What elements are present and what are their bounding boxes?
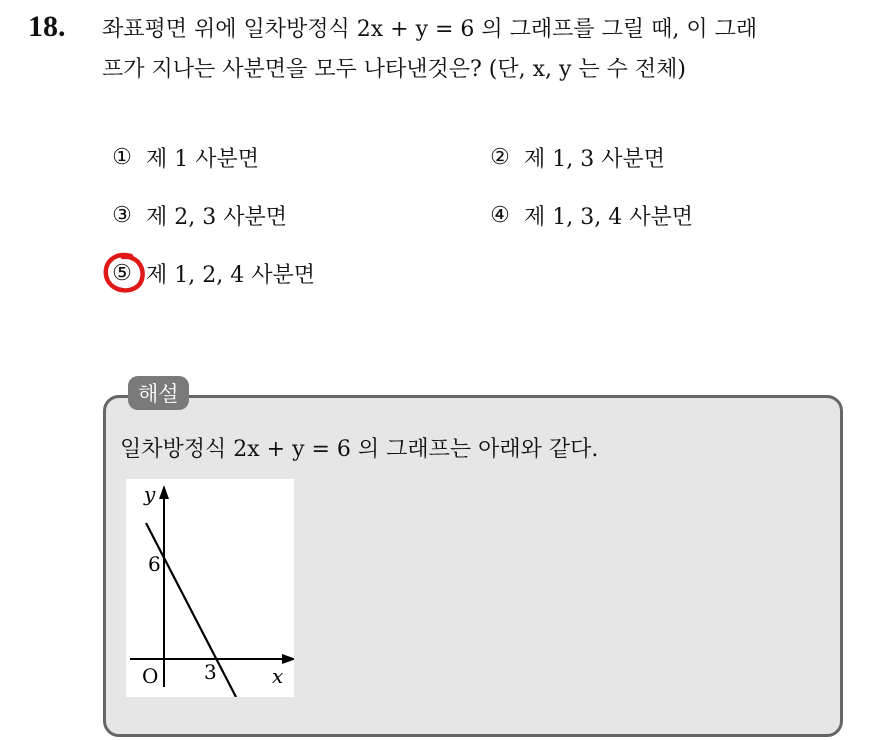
line-graph [126, 479, 294, 697]
choice-5[interactable] [110, 258, 315, 289]
choice-3-mark: ③ [112, 203, 132, 228]
choice-4-text: 제 1, 3, 4 사분면 [524, 205, 693, 230]
choice-1-mark: ① [112, 145, 132, 170]
choice-3[interactable] [110, 200, 287, 231]
choice-1[interactable] [110, 142, 259, 173]
choice-5-text: 제 1, 2, 4 사분면 [146, 263, 315, 288]
question-number: 18. [28, 10, 66, 43]
origin-label: O [142, 664, 159, 688]
x-intercept-label: 3 [204, 660, 217, 684]
choice-4[interactable] [488, 200, 693, 231]
question-text-line-1: 좌표평면 위에 일차방정식 2x + y = 6 의 그래프를 그릴 때, 이 그래 [102, 17, 758, 42]
choice-2-mark: ② [490, 145, 510, 170]
y-intercept-label: 6 [148, 552, 161, 576]
y-axis-label: y [144, 482, 156, 506]
choice-5-mark: ⑤ [112, 261, 132, 286]
solution-tag: 해설 [128, 376, 189, 410]
x-axis-label: x [272, 664, 284, 688]
question-text-line-2: 프가 지나는 사분면을 모두 나타낸것은? (단, x, y 는 수 전체) [102, 57, 687, 82]
graph-line [146, 523, 236, 697]
choice-3-text: 제 2, 3 사분면 [146, 205, 287, 230]
choice-1-text: 제 1 사분면 [146, 147, 259, 172]
solution-text: 일차방정식 2x + y = 6 의 그래프는 아래와 같다. [120, 437, 599, 462]
y-axis-arrow-icon [159, 485, 169, 499]
choice-2-text: 제 1, 3 사분면 [524, 147, 665, 172]
choice-4-mark: ④ [490, 203, 510, 228]
choice-2[interactable] [488, 142, 665, 173]
x-axis-arrow-icon [282, 654, 294, 664]
